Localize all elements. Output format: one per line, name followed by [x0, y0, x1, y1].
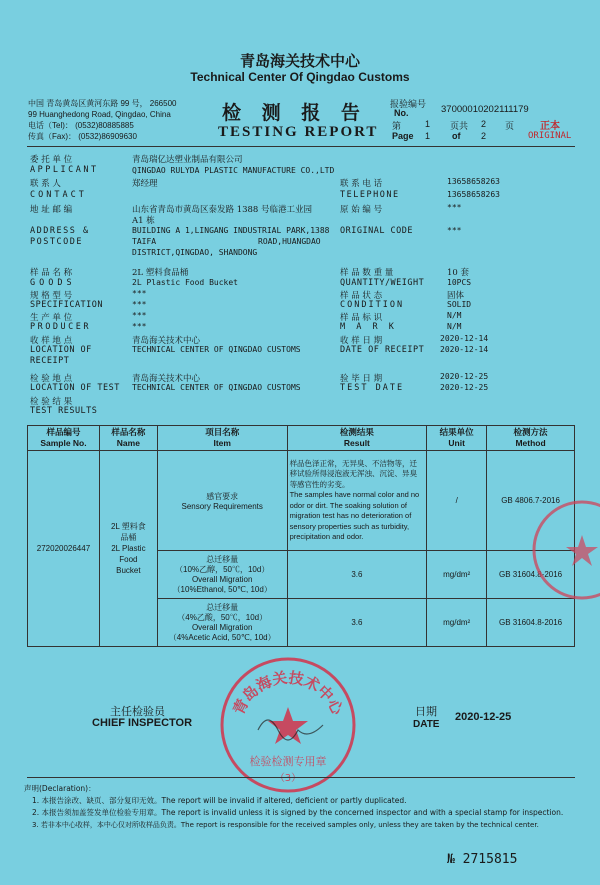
- applicant-label-en: APPLICANT: [30, 165, 99, 175]
- declaration-title: 声明(Declaration)：: [24, 784, 96, 793]
- mark-label-cn: 样 品 标 识: [340, 313, 383, 323]
- receipt-location-value-en: TECHNICAL CENTER OF QINGDAO CUSTOMS: [132, 345, 301, 354]
- applicant-value-cn: 青岛瑞亿达塑业制品有限公司: [132, 155, 243, 165]
- telephone-value-1: 13658658263: [447, 177, 500, 186]
- quantity-label-en: QUANTITY/WEIGHT: [340, 278, 425, 288]
- address-label-cn: 地 址 邮 编: [30, 205, 73, 215]
- spec-value-1: ***: [132, 289, 147, 298]
- mark-value-1: N/M: [447, 311, 462, 320]
- cell-unit-sensory: /: [427, 451, 487, 551]
- cell-unit-migration-acetic: mg/dm²: [427, 599, 487, 647]
- postcode-label-en: POSTCODE: [30, 237, 83, 247]
- contact-label-en: CONTACT: [30, 190, 87, 200]
- cell-item-migration-ethanol: 总迁移量 （10%乙醇，50℃，10d） Overall Migration （10%Ethanol, 50℃, 10d）: [157, 551, 287, 599]
- address-block: [28, 98, 176, 142]
- cell-result-migration-acetic: 3.6: [287, 599, 427, 647]
- receipt-location-label-en: LOCATION OF: [30, 345, 92, 355]
- declaration-item: 2. 本报告须加盖签发单位检验专用章。The report is invalid unless it is signed by the concerned inspector and with a special stamp for inspection.: [32, 808, 564, 817]
- report-title-en: TESTING REPORT: [218, 124, 379, 140]
- original-code-label-cn: 原 始 编 号: [340, 205, 383, 215]
- total-pages-2: 2: [481, 131, 487, 141]
- header-rule: [27, 146, 575, 147]
- page-value-1: 1: [425, 119, 431, 129]
- telephone-label-en: TELEPHONE: [340, 190, 400, 200]
- producer-value-1: ***: [132, 311, 147, 320]
- spec-label-cn: 规 格 型 号: [30, 291, 73, 301]
- results-label-cn: 检 验 结 果: [30, 397, 73, 407]
- condition-label-en: CONDITION: [340, 300, 405, 310]
- test-location-value-cn: 青岛海关技术中心: [132, 374, 201, 384]
- cell-result-sensory: 样品色泽正常，无异臭、不洁物等，迁移试验所得浸泡液无浑浊、沉淀、异臭等感官性的劣变。 The samples have normal color and no odor or dirt. The soaking solution of migration test has no deterioration of sensory properties such as turbidity, precipitation and odor.: [287, 451, 427, 551]
- cell-item-sensory: 感官要求 Sensory Requirements: [157, 451, 287, 551]
- spec-label-en: SPECIFICATION: [30, 300, 104, 310]
- declaration-item: 3. 若非本中心收样，本中心仅对所收样品负责。The report is responsible for the received samples only, unless they are taken by the technical center.: [32, 821, 539, 829]
- inspector-label-cn: 主任检验员: [110, 706, 165, 718]
- report-no-value: 37000010202111179: [441, 104, 529, 115]
- receipt-date-label-en: DATE OF RECEIPT: [340, 345, 425, 355]
- goods-value-en: 2L Plastic Food Bucket: [132, 278, 238, 287]
- seal-number: （3）: [274, 773, 302, 784]
- receipt-location-label-en-2: RECEIPT: [30, 356, 70, 366]
- address-value-cn-2: A1 栋: [132, 216, 155, 226]
- seal-bottom-text: 检验检测专用章: [249, 755, 327, 768]
- report-no-label-en: No.: [394, 108, 409, 118]
- page-label-en: Page: [392, 131, 414, 141]
- address-cn: 中国 青岛黄岛区黄河东路 99 号， 266500: [28, 99, 177, 108]
- quantity-label-cn: 样 品 数 重 量: [340, 268, 394, 278]
- address-en: 99 Huanghedong Road, Qingdao, China: [28, 110, 171, 119]
- goods-value-cn: 2L 塑料食品桶: [132, 268, 189, 278]
- test-date-label-en: TEST DATE: [340, 383, 405, 393]
- header-unit: 结果单位 Unit: [427, 426, 487, 451]
- receipt-date-value-2: 2020-12-14: [440, 345, 489, 354]
- header-method: 检测方法 Method: [487, 426, 575, 451]
- serial-number: № 2715815: [447, 852, 518, 867]
- tel-line: 电话（Tel)： (0532)80885885: [28, 121, 134, 130]
- official-seal-icon: [218, 655, 358, 795]
- pages-label-cn: 页: [505, 121, 515, 131]
- of-label-en: of: [452, 131, 461, 141]
- inspector-label-en: CHIEF INSPECTOR: [92, 717, 193, 729]
- quantity-value-cn: 10 套: [447, 268, 470, 278]
- original-code-value-2: ***: [447, 226, 462, 235]
- table-row: [28, 451, 575, 551]
- cell-sample-no: 272020026447: [28, 451, 100, 647]
- address-value-en-3: DISTRICT,QINGDAO, SHANDONG: [132, 248, 258, 257]
- original-code-label-en: ORIGINAL CODE: [340, 226, 414, 236]
- address-value-cn-1: 山东省青岛市黄岛区泰发路 1388 号临港工业园: [132, 205, 313, 215]
- spec-value-2: ***: [132, 300, 147, 309]
- partial-seal-icon: [522, 495, 600, 605]
- address-label-en: ADDRESS &: [30, 226, 90, 236]
- applicant-value-en: QINGDAO RULYDA PLASTIC MANUFACTURE CO.,LTD: [132, 166, 335, 175]
- test-location-label-cn: 检 验 地 点: [30, 374, 73, 384]
- of-label-cn: 页共: [450, 121, 469, 131]
- telephone-value-2: 13658658263: [447, 190, 500, 199]
- goods-label-cn: 样 品 名 称: [30, 268, 73, 278]
- condition-label-cn: 样 品 状 态: [340, 291, 383, 301]
- address-value-en-2a: TAIFA: [132, 237, 157, 246]
- seal-top-text: 青岛海关技术中心: [229, 668, 347, 718]
- header-result: 检测结果 Result: [287, 426, 427, 451]
- goods-label-en: GOODS: [30, 278, 76, 288]
- cell-unit-migration-ethanol: mg/dm²: [427, 551, 487, 599]
- declaration-rule: [27, 777, 575, 778]
- declaration-item: 1. 本报告涂改、缺页、部分复印无效。The report will be invalid if altered, deficient or partly duplicated.: [32, 796, 407, 805]
- producer-value-2: ***: [132, 322, 147, 331]
- telephone-label-cn: 联 系 电 话: [340, 179, 383, 189]
- original-mark-cn: 正本: [540, 121, 560, 132]
- page-label-cn: 第: [392, 121, 402, 131]
- receipt-location-value-cn: 青岛海关技术中心: [132, 336, 201, 346]
- org-name-en: Technical Center Of Qingdao Customs: [190, 70, 410, 84]
- producer-label-en: PRODUCER: [30, 322, 91, 332]
- address-value-en-2b: ROAD,HUANGDAO: [258, 237, 321, 246]
- receipt-date-label-cn: 收 样 日 期: [340, 336, 383, 346]
- date-label-en: DATE: [413, 719, 440, 730]
- cell-result-migration-ethanol: 3.6: [287, 551, 427, 599]
- condition-value-cn: 固体: [447, 291, 465, 301]
- mark-label-en: M A R K: [340, 322, 397, 332]
- receipt-date-value-1: 2020-12-14: [440, 334, 489, 343]
- header-sample-no: 样品编号 Sample No.: [28, 426, 100, 451]
- cell-method-sensory: GB 4806.7-2016: [487, 451, 575, 551]
- cell-method-migration-acetic: GB 31604.8-2016: [487, 599, 575, 647]
- declaration-block: [24, 783, 563, 831]
- cell-sample-name: 2L 塑料食 品桶 2L Plastic Food Bucket: [99, 451, 157, 647]
- cell-method-migration-ethanol: GB 31604.8-2016: [487, 551, 575, 599]
- test-date-label-cn: 验 毕 日 期: [340, 374, 383, 384]
- contact-label-cn: 联 系 人: [30, 179, 61, 189]
- mark-value-2: N/M: [447, 322, 462, 331]
- inspector-date-value: 2020-12-25: [455, 711, 512, 723]
- org-name-cn: 青岛海关技术中心: [239, 52, 360, 70]
- table-header-row: [28, 426, 575, 451]
- page-value-2: 1: [425, 131, 431, 141]
- header-name: 样品名称 Name: [99, 426, 157, 451]
- report-no-label-cn: 报验编号: [390, 99, 427, 109]
- total-pages-1: 2: [481, 119, 487, 129]
- results-table: [27, 425, 575, 647]
- fax-line: 传真（Fax)： (0532)86909630: [28, 132, 137, 141]
- condition-value-en: SOLID: [447, 300, 472, 309]
- applicant-label-cn: 委 托 单 位: [30, 155, 73, 165]
- test-location-value-en: TECHNICAL CENTER OF QINGDAO CUSTOMS: [132, 383, 301, 392]
- test-location-label-en: LOCATION OF TEST: [30, 383, 120, 393]
- original-mark-en: ORIGINAL: [528, 131, 572, 141]
- original-code-value-1: ***: [447, 203, 462, 212]
- report-title-cn: 检 测 报 告: [222, 102, 367, 124]
- address-value-en-1: BUILDING A 1,LINGANG INDUSTRIAL PARK,1388: [132, 226, 330, 235]
- receipt-location-label-cn: 收 样 地 点: [30, 336, 73, 346]
- header-item: 项目名称 Item: [157, 426, 287, 451]
- producer-label-cn: 生 产 单 位: [30, 313, 73, 323]
- date-label-cn: 日期: [415, 706, 437, 718]
- cell-item-migration-acetic: 总迁移量 （4%乙酸，50℃，10d） Overall Migration （4%Acetic Acid, 50℃, 10d）: [157, 599, 287, 647]
- test-date-value-2: 2020-12-25: [440, 383, 489, 392]
- quantity-value-en: 10PCS: [447, 278, 472, 287]
- test-date-value-1: 2020-12-25: [440, 372, 489, 381]
- contact-value: 郑经理: [132, 179, 158, 189]
- results-label-en: TEST RESULTS: [30, 406, 98, 416]
